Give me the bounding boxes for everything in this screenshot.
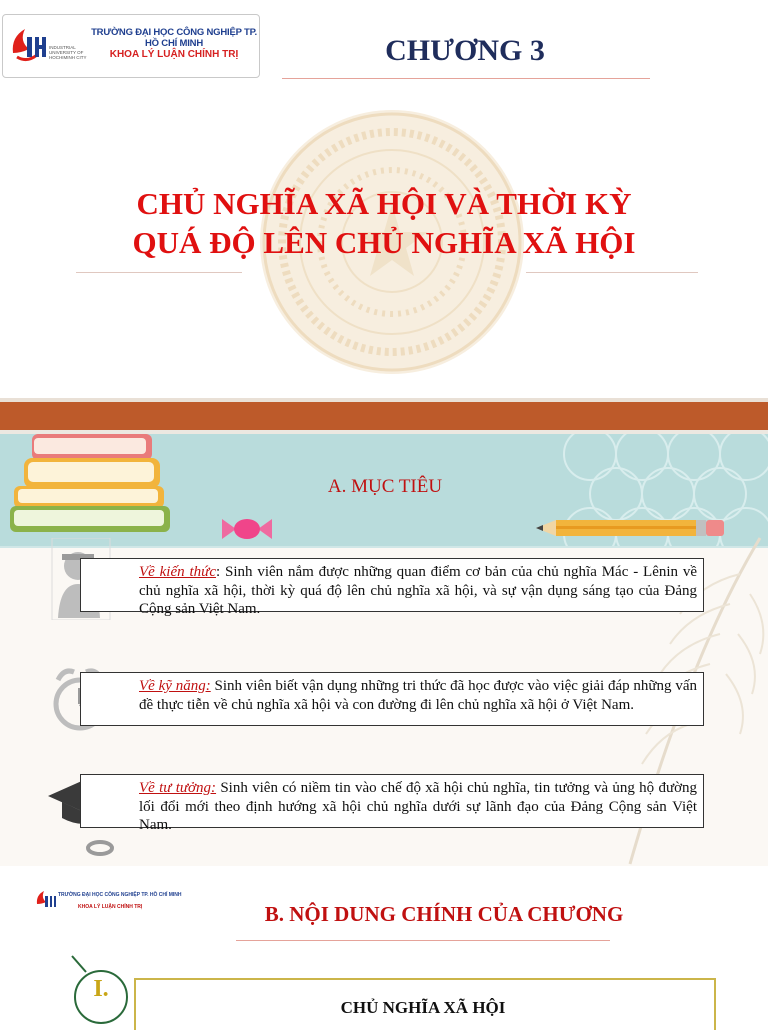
faculty-name: KHOA LÝ LUẬN CHÍNH TRỊ	[109, 49, 239, 60]
logo-small-text: INDUSTRIAL UNIVERSITY OF HOCHIMINH CITY	[49, 45, 87, 60]
objective-separator: :	[215, 564, 225, 580]
section-number: I.	[93, 976, 109, 1002]
objective-text: Sinh viên nắm được những quan điểm cơ bản của chủ nghĩa Mác - Lênin về chủ nghĩa xã hội, thời kỳ quá độ lên chủ nghĩa xã hội, và sự vận dụng sáng tạo của Đảng Cộng sản Việt Nam.	[139, 564, 698, 617]
school-name: TRƯỜNG ĐẠI HỌC CÔNG NGHIỆP TP. HỒ CHÍ MINH	[91, 27, 257, 49]
divider	[526, 272, 698, 273]
divider	[236, 940, 610, 941]
objective-knowledge-card	[80, 558, 704, 617]
university-logo	[2, 14, 260, 78]
slide-objectives	[0, 434, 768, 866]
slide-contents	[0, 866, 768, 1024]
objective-skill-card	[80, 672, 704, 726]
books-icon	[10, 434, 180, 538]
objective-text: Sinh viên có niềm tin vào chế độ xã hội chủ nghĩa, tin tưởng và ủng hộ đường lối đổi mới theo định hướng xã hội chủ nghĩa dưới sự lãnh đạo của Đảng Cộng sản Việt Nam.	[139, 780, 698, 833]
chapter-title	[40, 184, 728, 262]
ih-logo-icon	[7, 23, 49, 69]
objective-text: Sinh viên biết vận dụng những tri thức đã học được vào việc giải đáp những vấn đề thực tiễn về chủ nghĩa xã hội và con đường đi lên chủ nghĩa xã hội ở Việt Nam.	[139, 678, 697, 713]
slide-title	[0, 0, 768, 398]
objective-label: Về tư tưởng:	[139, 780, 217, 796]
chapter-heading: CHƯƠNG 3	[385, 34, 545, 67]
objective-label: Về kiến thức	[139, 564, 216, 580]
section-title: CHỦ NGHĨA XÃ HỘI	[340, 998, 506, 1017]
contents-heading: B. NỘI DUNG CHÍNH CỦA CHƯƠNG	[264, 902, 624, 926]
objectives-heading: A. MỤC TIÊU	[327, 476, 443, 497]
separator-band	[0, 402, 768, 430]
objective-label: Về kỹ năng:	[139, 678, 211, 694]
divider	[282, 78, 650, 79]
candy-icon	[222, 516, 272, 542]
connector-line-icon	[70, 954, 90, 974]
school-name-small: TRƯỜNG ĐẠI HỌC CÔNG NGHIỆP TP. HỒ CHÍ MINH	[58, 892, 182, 898]
objective-ideology-card	[80, 774, 704, 833]
chapter-title-line1: CHỦ NGHĨA XÃ HỘI VÀ THỜI KỲ	[136, 186, 632, 221]
faculty-name-small: KHOA LÝ LUẬN CHÍNH TRỊ	[78, 904, 143, 910]
chapter-title-line2: QUÁ ĐỘ LÊN CHỦ NGHĨA XÃ HỘI	[132, 225, 636, 260]
ih-logo-small-icon	[34, 888, 58, 914]
divider	[76, 272, 242, 273]
